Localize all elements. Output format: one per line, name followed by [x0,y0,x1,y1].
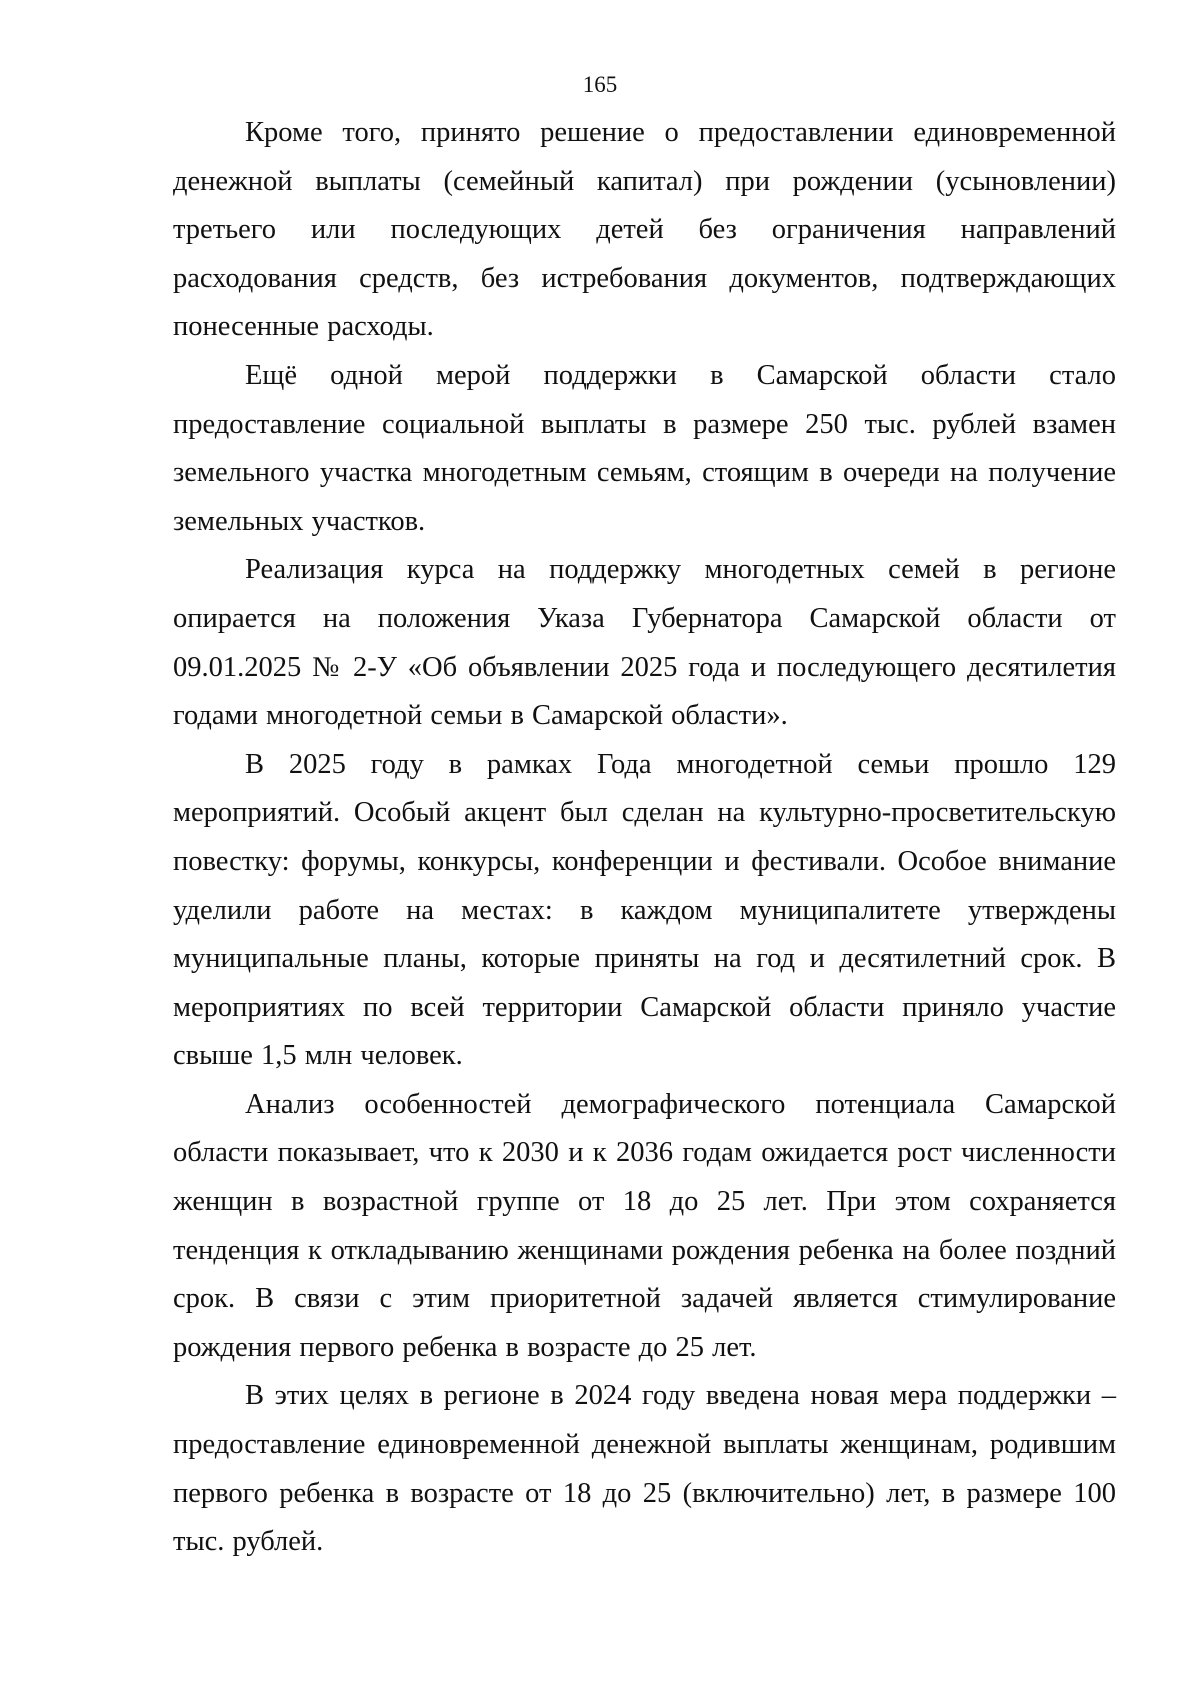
paragraph-governor-decree: Реализация курса на поддержку многодетных семей в регионе опирается на положения Указа Губернатора Самарской области от 09.01.2025 № 2-У «Об объявлении 2025 года и последующего десятилетия годами многодетной семьи в Самарской области». [173,554,1116,732]
paragraph-land-payment: Ещё одной мерой поддержки в Самарской области стало предоставление социальной выплаты в размере 250 тыс. рублей взамен земельного участка многодетным семьям, стоящим в очереди на получение земельных участков. [173,359,1116,537]
page-number: 165 [582,72,618,97]
paragraph-year-of-family-events: В 2025 году в рамках Года многодетной семьи прошло 129 мероприятий. Особый акцент был сделан на культурно-просветительскую повестку: форумы, конкурсы, конференции и фестивали. Особое внимание уделили работе на местах: в каждом муниципалитете утверждены муниципальные планы, которые приняты на год и десятилетний срок. В мероприятиях по всей территории Самарской области приняло участие свыше 1,5 млн человек. [173,748,1116,1072]
paragraph-demographic-analysis: Анализ особенностей демографического потенциала Самарской области показывает, что к 2030 и к 2036 годам ожидается рост численности женщин в возрастной группе от 18 до 25 лет. При этом сохраняется тенденция к откладыванию женщинами рождения ребенка на более поздний срок. В связи с этим приоритетной задачей является стимулирование рождения первого ребенка в возрасте до 25 лет. [173,1088,1116,1363]
paragraph-family-capital: Кроме того, принято решение о предоставлении единовременной денежной выплаты (семейный капитал) при рождении (усыновлении) третьего или последующих детей без ограничения направлений расходования средств, без истребования документов, подтверждающих понесенные расходы. [173,117,1116,343]
paragraph-first-child-payment: В этих целях в регионе в 2024 году введена новая мера поддержки – предоставление единовременной денежной выплаты женщинам, родившим первого ребенка в возрасте от 18 до 25 (включительно) лет, в размере 100 тыс. рублей. [173,1380,1116,1558]
document-body [173,109,1116,1567]
